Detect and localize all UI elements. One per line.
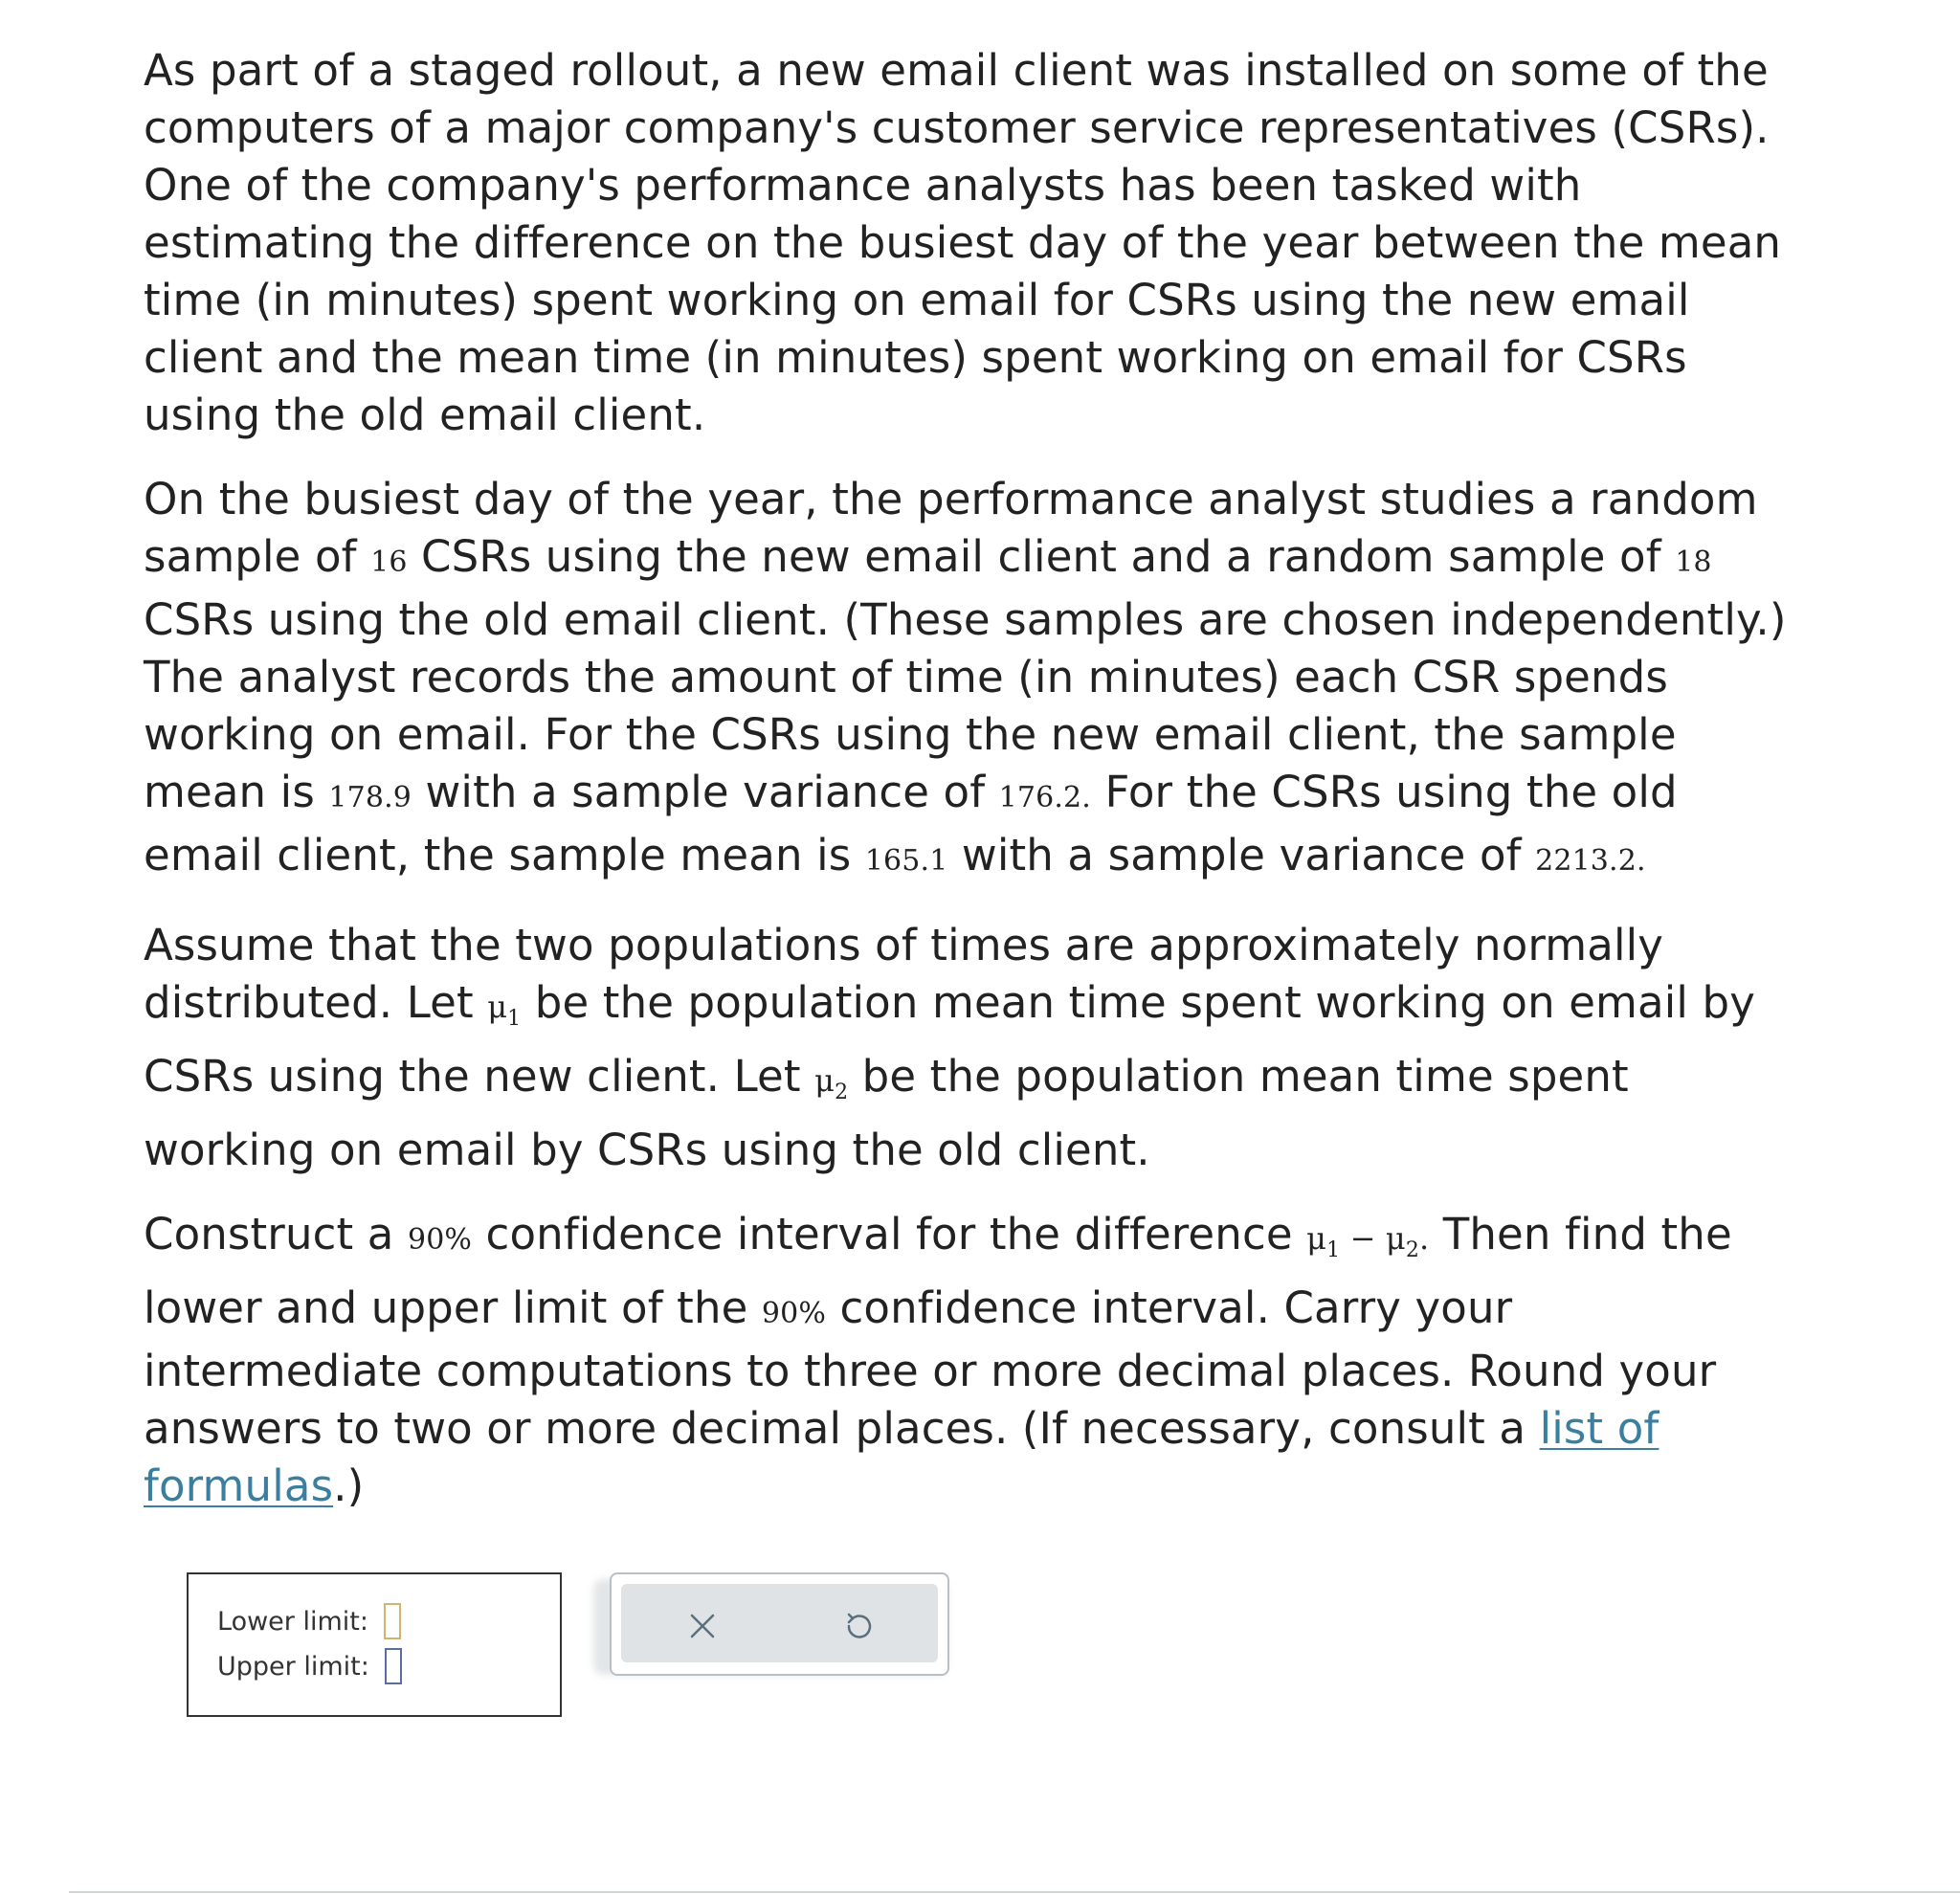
answer-tools-inner — [621, 1584, 938, 1662]
diff-mu2-subscript: 2 — [1405, 1238, 1419, 1262]
difference-expression — [1306, 1220, 1430, 1262]
problem-paragraph-sample — [144, 471, 1790, 890]
answer-box — [187, 1572, 562, 1717]
close-icon — [688, 1612, 717, 1640]
task-text-3: Then find the lower and upper limit of the — [144, 1209, 1732, 1333]
mu2-subscript: 2 — [835, 1081, 849, 1104]
upper-limit-row — [217, 1648, 402, 1684]
problem-paragraph-task — [144, 1206, 1790, 1515]
diff-minus: − — [1349, 1220, 1376, 1257]
confidence-level-1: 90% — [407, 1223, 473, 1257]
problem-paragraph-assumptions — [144, 917, 1790, 1179]
diff-mu1-letter: μ — [1306, 1220, 1327, 1257]
mu1-symbol — [487, 989, 522, 1031]
reset-button[interactable] — [830, 1597, 887, 1655]
undo-icon — [843, 1611, 874, 1641]
sample-text-1: On the busiest day of the year, the performance analyst studies a random sample of — [144, 474, 1758, 582]
diff-mu2-letter: μ — [1385, 1220, 1406, 1257]
assume-text-1: Assume that the two populations of times are approximately normally distributed. Let — [144, 920, 1664, 1028]
problem-text — [144, 42, 1790, 1515]
problem-paragraph-intro — [144, 42, 1790, 444]
bottom-divider — [69, 1891, 1960, 1893]
upper-limit-label: Upper limit: — [217, 1651, 369, 1682]
task-text-1: Construct a — [144, 1209, 408, 1259]
lower-limit-input[interactable] — [384, 1603, 401, 1639]
sample-text-3: CSRs using the old email client. (These samples are chosen independently.) The analyst records the amount of time (in minutes) each CSR spends working on email. For the CSRs using the new email client, the sample mean is — [144, 594, 1787, 817]
mu2-symbol — [814, 1062, 849, 1104]
sample-mean-old: 165.1 — [864, 844, 948, 878]
task-text-4: confidence interval. Carry your intermediate computations to three or more decimal places. Round your answers to two or more decimal places. (If necessary, consult a — [144, 1282, 1717, 1454]
confidence-level-2: 90% — [761, 1297, 827, 1330]
sample-text-5: For the CSRs using the old email client, the sample mean is — [144, 767, 1678, 880]
sample-size-new: 16 — [370, 546, 408, 579]
sample-variance-old: 2213.2. — [1535, 844, 1646, 878]
sample-size-old: 18 — [1675, 546, 1712, 579]
mu1-subscript: 1 — [507, 1007, 522, 1031]
sample-variance-new: 176.2. — [998, 781, 1091, 814]
task-text-5: .) — [333, 1460, 365, 1511]
answer-tools-panel — [610, 1572, 949, 1676]
clear-button[interactable] — [674, 1597, 731, 1655]
assume-text-3: be the population mean time spent working on email by CSRs using the old client. — [144, 1051, 1629, 1175]
mu1-letter: μ — [487, 989, 508, 1025]
sample-text-6: with a sample variance of — [947, 830, 1536, 880]
assume-text-2: be the population mean time spent working on email by CSRs using the new client. Let — [144, 977, 1756, 1102]
intro-text: As part of a staged rollout, a new email client was installed on some of the computers of a major company's customer service representatives (CSRs). One of the company's performance analysts has been tasked with estimating the difference on the busiest day of the year between the mean time (in minutes) spent working on email for CSRs using the new email client and the mean time (in minutes) spent working on email for CSRs using the old email client. — [144, 45, 1782, 440]
diff-period: . — [1418, 1220, 1430, 1257]
lower-limit-row — [217, 1603, 401, 1639]
sample-text-4: with a sample variance of — [412, 767, 999, 817]
upper-limit-input[interactable] — [385, 1648, 402, 1684]
lower-limit-label: Lower limit: — [217, 1606, 368, 1637]
sample-text-2: CSRs using the new email client and a random sample of — [407, 531, 1676, 582]
mu2-letter: μ — [814, 1062, 835, 1099]
diff-mu1-subscript: 1 — [1326, 1238, 1341, 1262]
formulas-link[interactable]: list of formulas — [144, 1403, 1659, 1511]
sample-mean-new: 178.9 — [328, 781, 412, 814]
task-text-2: confidence interval for the difference — [472, 1209, 1307, 1259]
